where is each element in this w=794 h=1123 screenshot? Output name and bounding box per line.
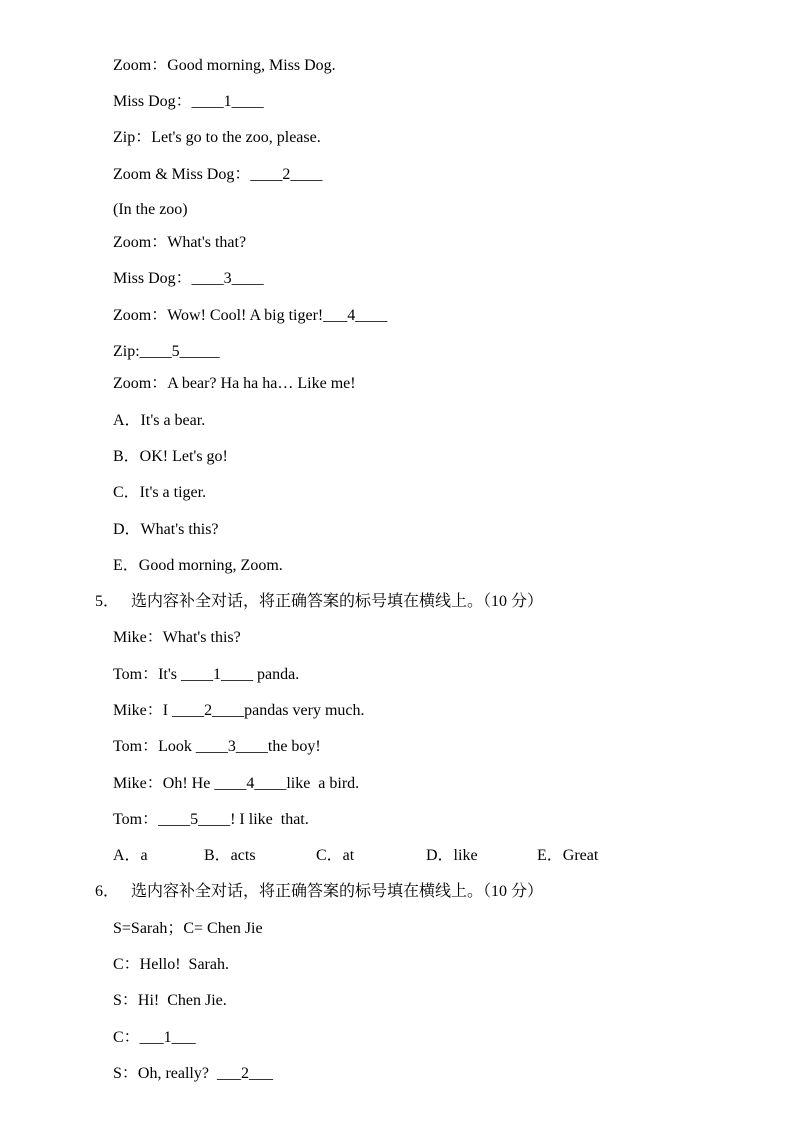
question-5-options (113, 846, 633, 866)
dialogue-line: S：Hi! Chen Jie. (113, 992, 227, 1009)
option-item: A．a (113, 847, 148, 864)
dialogue-line: Tom：____5____! I like that. (113, 811, 309, 828)
question-5-header (95, 592, 543, 612)
option-item: D．like (426, 847, 478, 864)
dialogue-line: Zoom & Miss Dog：____2____ (113, 166, 323, 183)
option-item: D．What's this? (113, 521, 219, 538)
option-item: C．It's a tiger. (113, 484, 207, 501)
question-6-header (95, 882, 543, 902)
option-item: A．It's a bear. (113, 412, 206, 429)
dialogue-line: C：___1___ (113, 1029, 196, 1046)
dialogue-line: Zoom：Wow! Cool! A big tiger!___4____ (113, 307, 388, 324)
dialogue-line: Zip：Let's go to the zoo, please. (113, 129, 321, 146)
dialogue-line: C：Hello! Sarah. (113, 956, 229, 973)
dialogue-line: Tom：It's ____1____ panda. (113, 666, 300, 683)
option-item: B．OK! Let's go! (113, 448, 228, 465)
dialogue-line: Miss Dog：____1____ (113, 93, 264, 110)
dialogue-line: Zoom：Good morning, Miss Dog. (113, 57, 336, 74)
dialogue-line: Zoom：A bear? Ha ha ha… Like me! (113, 375, 356, 392)
dialogue-line: S=Sarah；C= Chen Jie (113, 920, 263, 937)
dialogue-line: Mike：Oh! He ____4____like a bird. (113, 775, 360, 792)
option-item: E．Great (537, 847, 599, 864)
dialogue-line: Mike：I ____2____pandas very much. (113, 702, 365, 719)
dialogue-line: Mike：What's this? (113, 629, 241, 646)
option-item: C．at (316, 847, 355, 864)
question-instruction: 选内容补全对话，将正确答案的标号填在横线上。（10 分） (131, 883, 544, 900)
dialogue-line: S：Oh, really? ___2___ (113, 1065, 273, 1082)
question-number: 5． (95, 593, 120, 610)
dialogue-line: Miss Dog：____3____ (113, 270, 264, 287)
question-instruction: 选内容补全对话，将正确答案的标号填在横线上。（10 分） (131, 593, 544, 610)
option-item: E．Good morning, Zoom. (113, 557, 283, 574)
question-number: 6． (95, 883, 120, 900)
dialogue-line: Zip:____5_____ (113, 343, 220, 360)
dialogue-line: (In the zoo) (113, 201, 188, 218)
option-item: B．acts (204, 847, 256, 864)
dialogue-line: Tom：Look ____3____the boy! (113, 738, 321, 755)
dialogue-line: Zoom：What's that? (113, 234, 247, 251)
